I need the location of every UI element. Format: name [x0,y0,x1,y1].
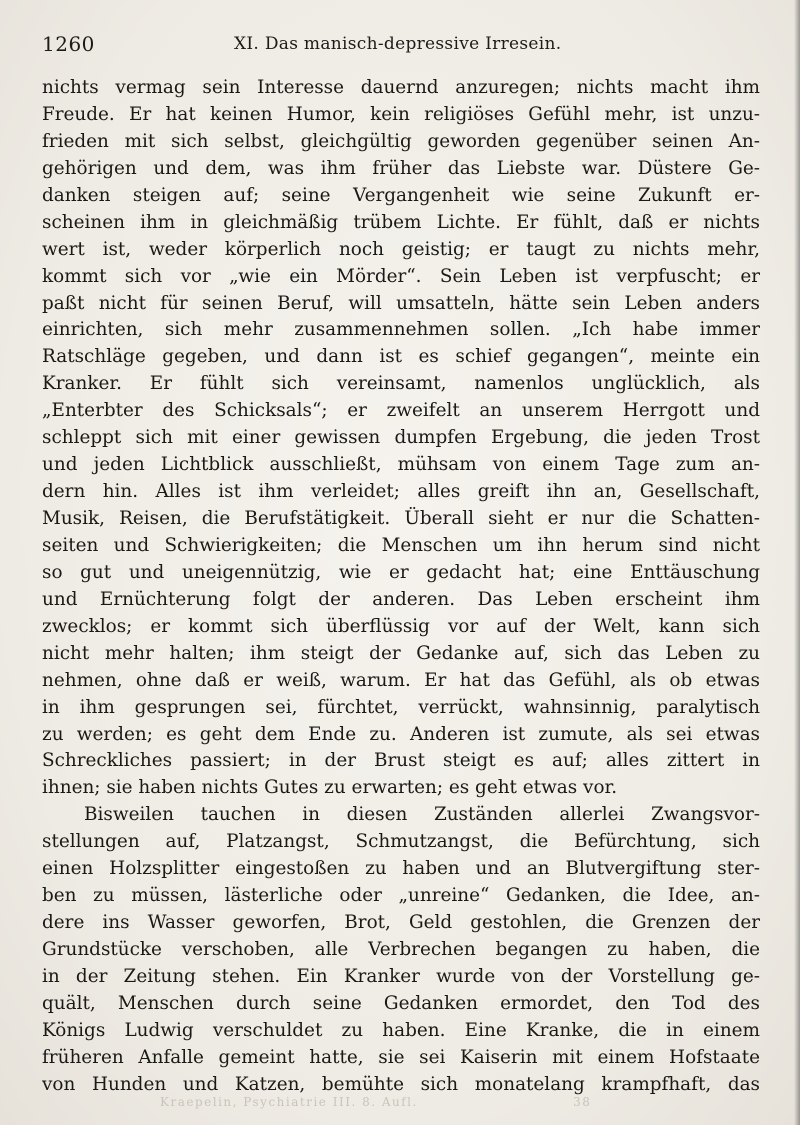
text-line: so gut und uneigennützig, wie er gedacht hat; eine Enttäuschung [42,561,760,583]
text-line: frieden mit sich selbst, gleichgültig geworden gegenüber seinen An- [42,130,760,152]
text-line: nicht mehr halten; ihm steigt der Gedanke auf, sich das Leben zu [42,642,760,664]
text-line: dere ins Wasser geworfen, Brot, Geld gestohlen, die Grenzen der [42,912,760,934]
text-line: zwecklos; er kommt sich überflüssig vor auf der Welt, kann sich [42,615,760,637]
page-number: 1260 [42,32,95,56]
text-line: und Ernüchterung folgt der anderen. Das Leben erscheint ihm [42,588,760,610]
text-line: ihnen; sie haben nichts Gutes zu erwarten; es geht etwas vor. [42,777,618,799]
text-line: danken steigen auf; seine Vergangenheit wie seine Zukunft er- [42,184,760,206]
running-head: XI. Das manisch-depressive Irresein. [234,34,562,54]
page-footer [160,1095,660,1109]
text-line: paßt nicht für seinen Beruf, will umsatteln, hätte sein Leben anders [42,292,760,314]
text-line: Ratschläge gegeben, und dann ist es schief gegangen“, meinte ein [42,346,760,368]
text-line: Freude. Er hat keinen Humor, kein religiöses Gefühl mehr, ist unzu- [42,103,760,125]
text-line: wert ist, weder körperlich noch geistig; er taugt zu nichts mehr, [42,238,760,260]
sheet-number: 38 [573,1095,592,1109]
text-line: Königs Ludwig verschuldet zu haben. Eine Kranke, die in einem [42,1019,760,1041]
page-edge-shadow [794,0,800,1125]
text-line: Grundstücke verschoben, alle Verbrechen begangen zu haben, die [42,939,760,960]
text-line: seiten und Schwierigkeiten; die Menschen um ihn herum sind nicht [42,534,760,556]
text-line: nichts vermag sein Interesse dauernd anzuregen; nichts macht ihm [42,77,760,98]
text-line: Schreckliches passiert; in der Brust steigt es auf; alles zittert in [42,750,760,772]
text-line: gehörigen und dem, was ihm früher das Liebste war. Düstere Ge- [42,157,760,179]
text-line: ben zu müssen, lästerliche oder „unreine“ Gedanken, die Idee, an- [42,885,760,907]
text-line: quält, Menschen durch seine Gedanken ermordet, den Tod des [42,992,760,1014]
text-line: von Hunden und Katzen, bemühte sich monatelang krampfhaft, das [42,1073,760,1095]
text-line: stellungen auf, Platzangst, Schmutzangst, die Befürchtung, sich [42,831,760,853]
text-line: Musik, Reisen, die Berufstätigkeit. Überall sieht er nur die Schatten- [42,508,760,529]
text-line: nehmen, ohne daß er weiß, warum. Er hat das Gefühl, als ob etwas [42,669,760,691]
text-line: früheren Anfalle gemeint hatte, sie sei Kaiserin mit einem Hofstaate [42,1046,760,1068]
footer-signature: Kraepelin, Psychiatrie III. 8. Aufl. [160,1095,418,1109]
body-text [42,75,760,1099]
text-line: scheinen ihm in gleichmäßig trübem Lichte. Er fühlt, daß er nichts [42,211,760,233]
text-line: kommt sich vor „wie ein Mörder“. Sein Leben ist verpfuscht; er [42,265,760,287]
text-line: und jeden Lichtblick ausschließt, mühsam von einem Tage zum an- [42,454,760,476]
page-header [42,32,760,60]
text-line: zu werden; es geht dem Ende zu. Anderen ist zumute, als sei etwas [42,723,760,745]
text-line: dern hin. Alles ist ihm verleidet; alles greift ihn an, Gesellschaft, [42,481,760,503]
text-line: in ihm gesprungen sei, fürchtet, verrückt, wahnsinnig, paralytisch [42,696,760,718]
text-line: schleppt sich mit einer gewissen dumpfen Ergebung, die jeden Trost [42,427,760,449]
text-line: Bisweilen tauchen in diesen Zuständen allerlei Zwangsvor- [84,804,760,826]
text-line: einrichten, sich mehr zusammennehmen sollen. „Ich habe immer [42,319,760,341]
text-line: einen Holzsplitter eingestoßen zu haben und an Blutvergiftung ster- [42,858,760,880]
text-line: in der Zeitung stehen. Ein Kranker wurde von der Vorstellung ge- [42,965,760,987]
text-line: „Enterbter des Schicksals“; er zweifelt an unserem Herrgott und [42,400,760,422]
text-line: Kranker. Er fühlt sich vereinsamt, namenlos unglücklich, als [42,373,760,395]
